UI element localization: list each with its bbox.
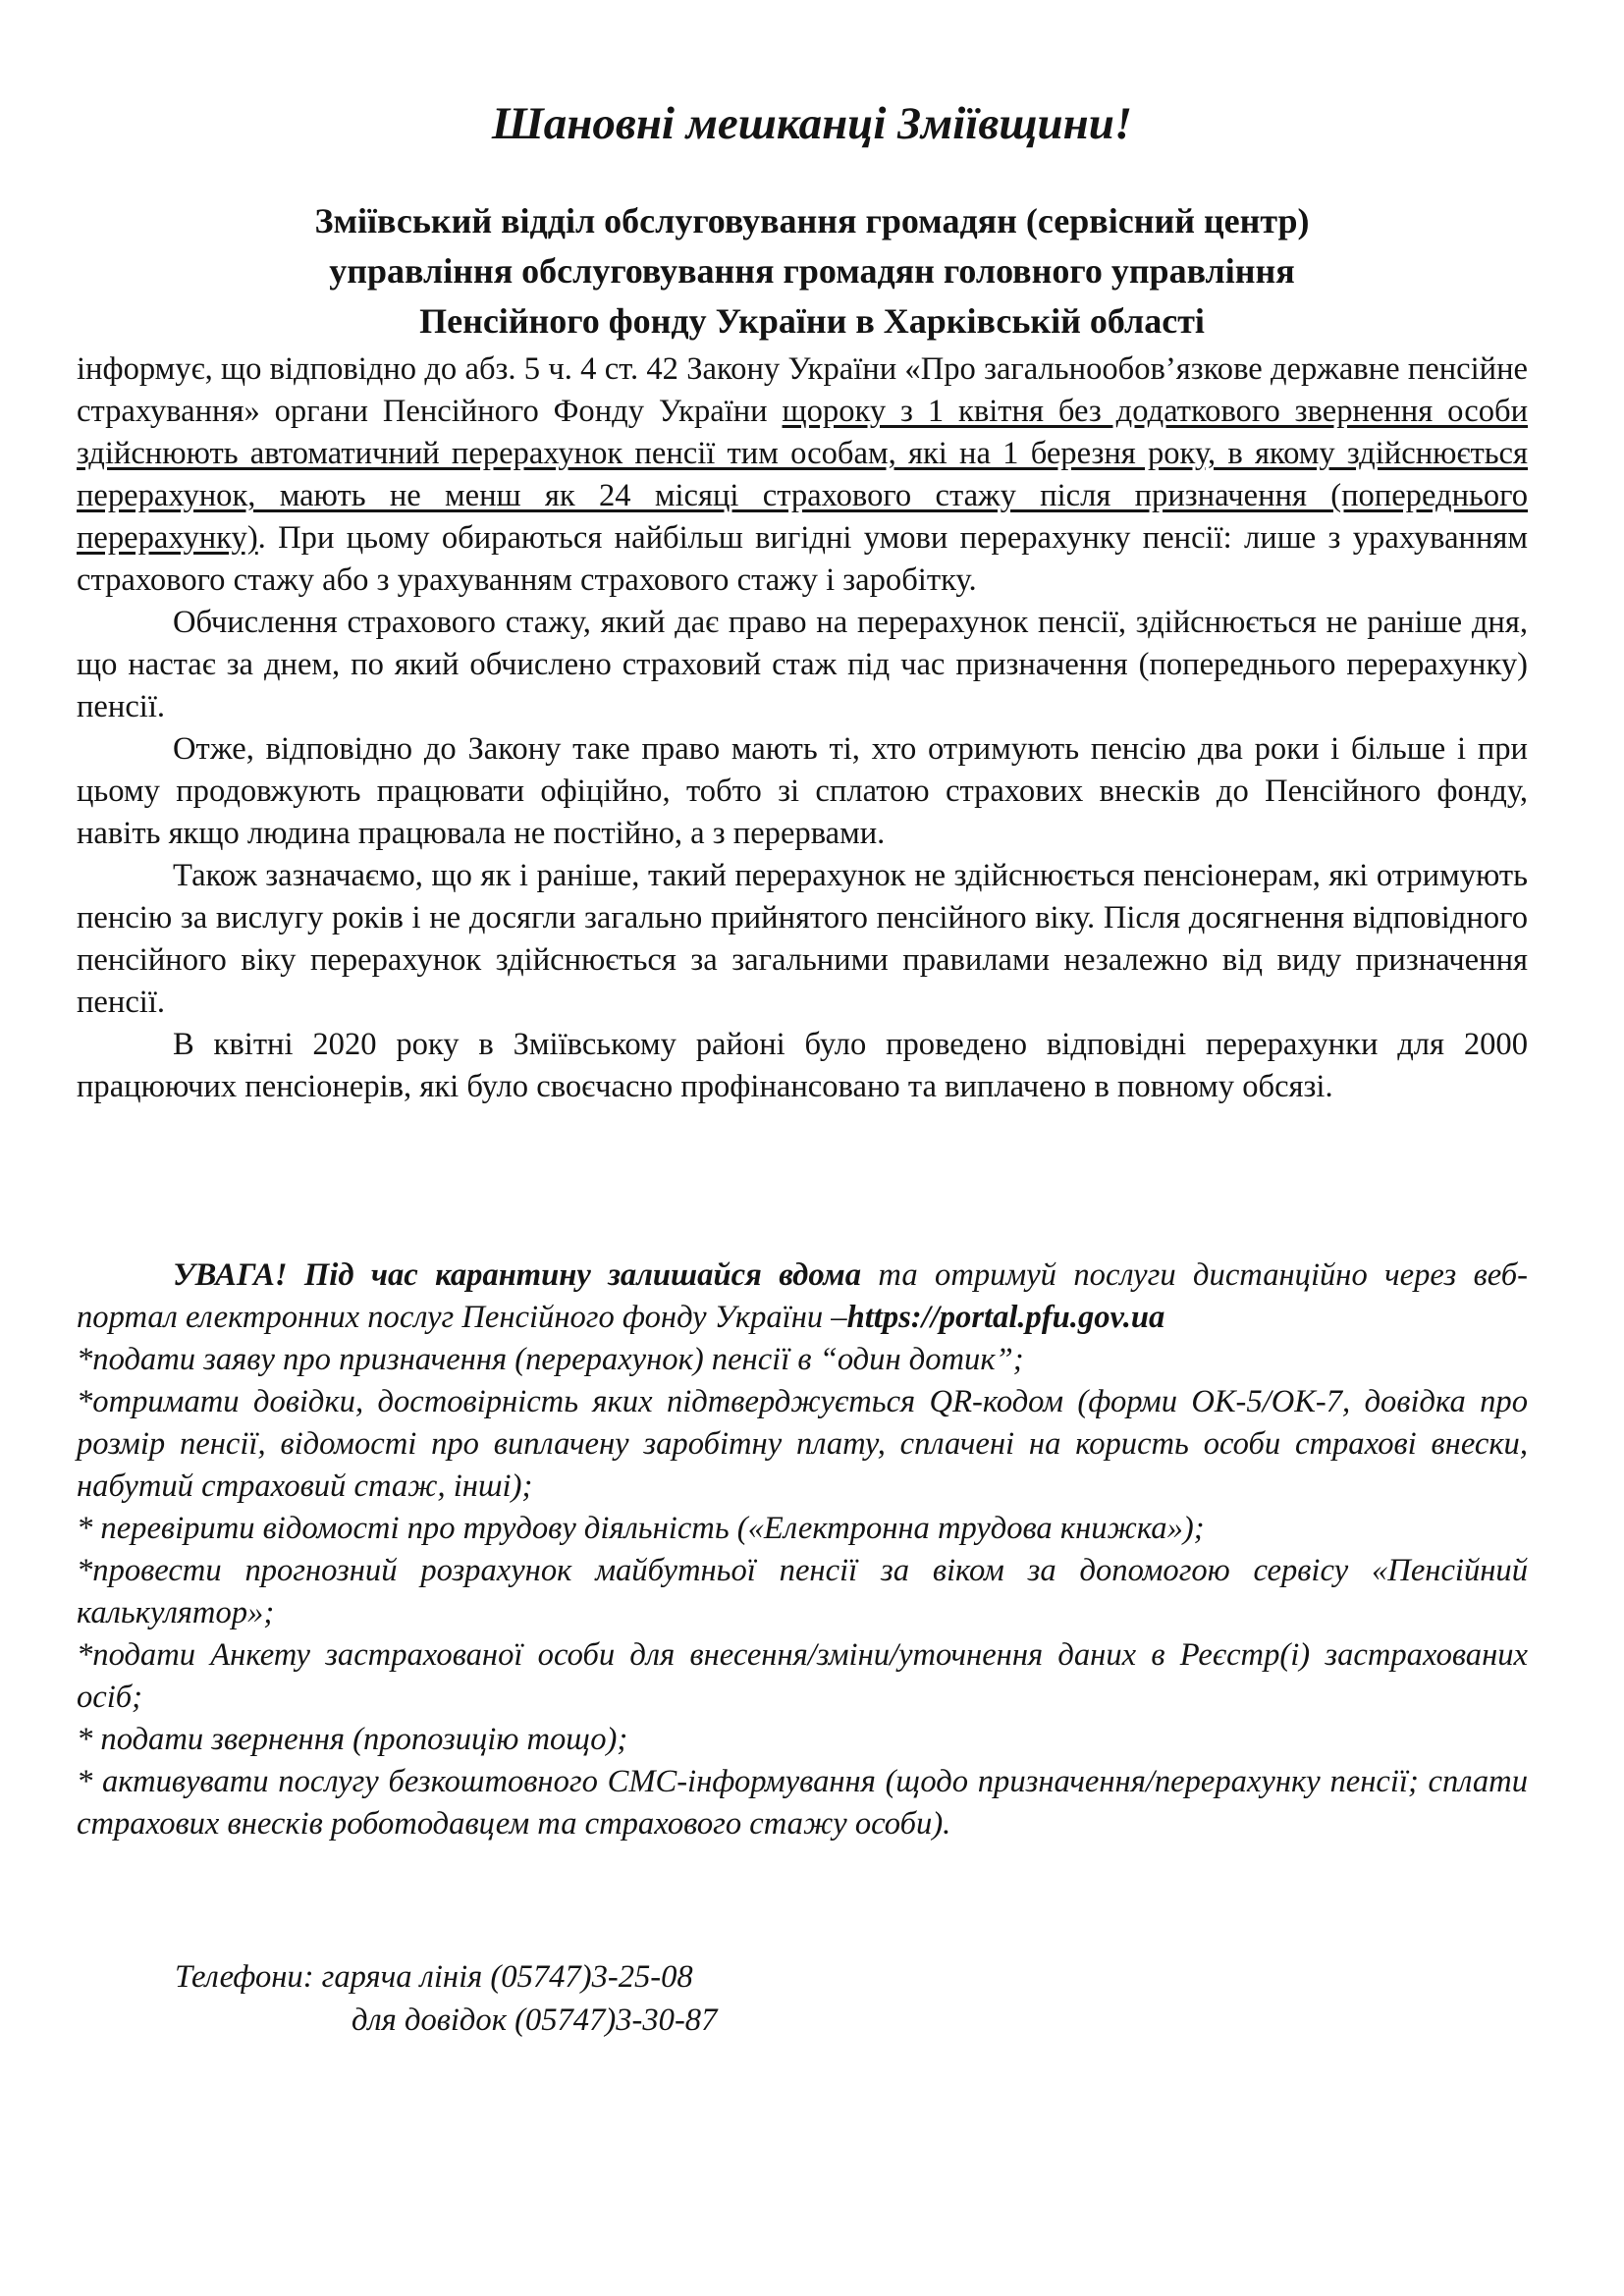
greeting-title: Шановні мешканці Зміївщини! [491, 98, 1133, 149]
notice-item: * подати звернення (пропозицію тощо); [77, 1722, 628, 1757]
body-text [77, 348, 1528, 1108]
heading-line-3: Пенсійного фонду України в Харківській області [419, 301, 1205, 341]
notice-item: *подати заяву про призначення (перерахунок) пенсії в “один дотик”; [77, 1342, 1024, 1377]
paragraph-2: Обчислення страхового стажу, який дає право на перерахунок пенсії, здійснюється не раніше дня, що настає за днем, по який обчислено страховий стаж під час призначення (попереднього перерахунку) пенсії. [77, 605, 1528, 724]
heading-block [0, 196, 1624, 347]
paragraph-3: Отже, відповідно до Закону таке право мають ті, хто отримують пенсію два роки і більше і при цьому продовжують працювати офіційно, тобто зі сплатою страхових внесків до Пенсійного фонду, навіть якщо людина працювала не постійно, а з перервами. [77, 731, 1528, 851]
phone-hotline: Телефони: гаряча лінія (05747)3-25-08 [175, 1959, 693, 1995]
heading-line-2: управління обслуговування громадян головного управління [329, 251, 1295, 291]
attention-text: УВАГА! Під час карантину залишайся вдома [173, 1257, 861, 1293]
notice-item: * перевірити відомості про трудову діяльність («Електронна трудова книжка»); [77, 1511, 1205, 1546]
paragraph-1 [77, 348, 1528, 602]
notice-item: *провести прогнозний розрахунок майбутньої пенсії за віком за допомогою сервісу «Пенсійний калькулятор»; [77, 1553, 1528, 1630]
paragraph-5: В квітні 2020 року в Зміївському районі було проведено відповідні перерахунки для 2000 працюючих пенсіонерів, які було своєчасно профінансовано та виплачено в повному обсязі. [77, 1027, 1528, 1104]
phones-block [175, 1955, 717, 2042]
phone-info: для довідок (05747)3-30-87 [352, 2002, 718, 2038]
notice-item: *отримати довідки, достовірність яких підтверджується QR-кодом (форми ОК-5/ОК-7, довідка про розмір пенсії, відомості про виплачену заробітну плату, сплачені на користь особи страхові внески, набутий страховий стаж, інші); [77, 1384, 1528, 1504]
notice-intro-text: та отримуй послуги дистанційно через веб-портал електронних послуг Пенсійного фонду України – [77, 1257, 1528, 1335]
paragraph-1-underlined: щороку з 1 квітня без додаткового звернення особи здійснюють автоматичний перерахунок пенсії тим особам, які на 1 березня року, в якому здійснюється перерахунок, мають не менш як 24 місяці страхового стажу після призначення (попереднього перерахунку) [77, 394, 1528, 556]
notice-block [77, 1255, 1528, 1845]
portal-link[interactable]: https://portal.pfu.gov.ua [846, 1300, 1165, 1335]
notice-item: * активувати послугу безкоштовного СМС-інформування (щодо призначення/перерахунку пенсії; сплати страхових внесків роботодавцем та страхового стажу особи). [77, 1764, 1528, 1842]
paragraph-1-lead: інформує, що відповідно до абз. 5 ч. 4 ст. 42 Закону України «Про загальнообов’язкове державне пенсійне страхування» органи Пенсійного Фонду України [77, 351, 1528, 429]
notice-intro [77, 1255, 1528, 1339]
heading-line-1: Зміївський відділ обслуговування громадян (сервісний центр) [314, 201, 1310, 240]
paragraph-4: Також зазначаємо, що як і раніше, такий перерахунок не здійснюється пенсіонерам, які отримують пенсію за вислугу років і не досягли загально прийнятого пенсійного віку. Після досягнення відповідного пенсійного віку перерахунок здійснюється за загальними правилами незалежно від виду призначення пенсії. [77, 858, 1528, 1020]
notice-item: *подати Анкету застрахованої особи для внесення/зміни/уточнення даних в Реєстр(і) застрахованих осіб; [77, 1637, 1528, 1715]
paragraph-1-rest: . При цьому обираються найбільш вигідні умови перерахунку пенсії: лише з урахуванням страхового стажу або з урахуванням страхового стажу і заробітку. [77, 520, 1528, 598]
